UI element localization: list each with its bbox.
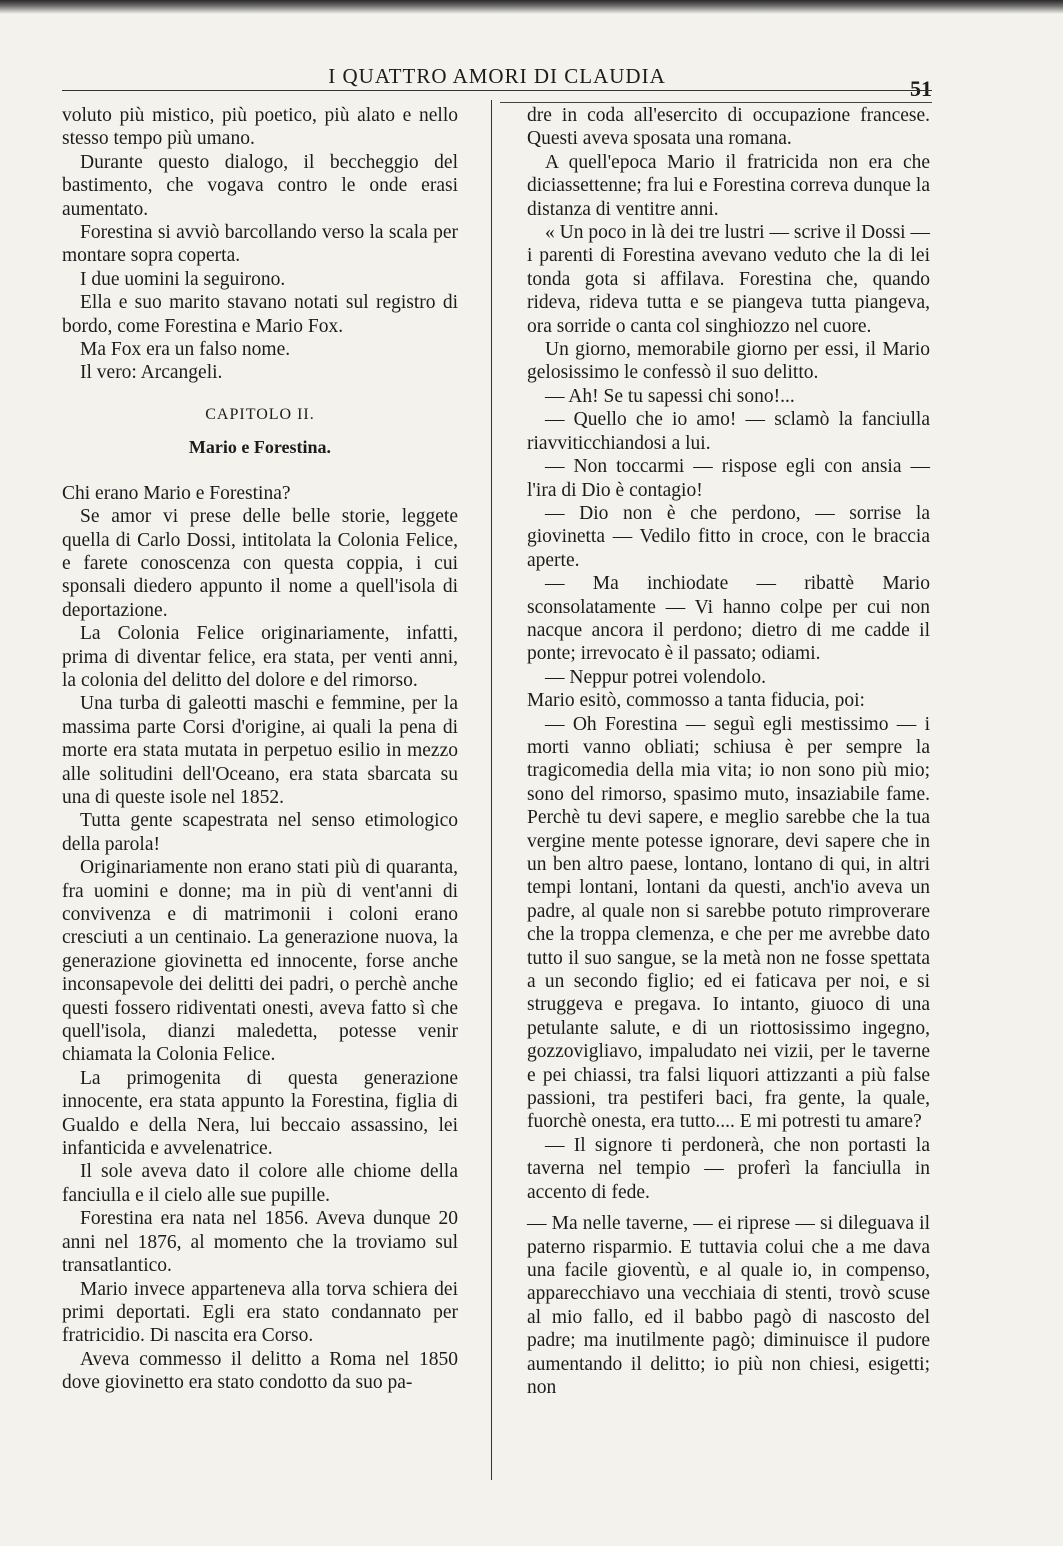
- header-rule-secondary: [500, 102, 932, 103]
- paragraph: — Dio non è che perdono, — sorrise la giovinetta — Vedilo fitto in croce, con le braccia aperte.: [527, 502, 930, 571]
- paragraph: Un giorno, memorabile giorno per essi, il Mario gelosissimo le confessò il suo delitto.: [527, 339, 930, 384]
- paragraph: Il vero: Arcangeli.: [80, 362, 223, 384]
- column-divider: [491, 100, 492, 1480]
- paragraph: — Ma nelle taverne, — ei riprese — si dileguava il paterno risparmio. E tuttavia colui che a me dava una facile gioventù, e al quale io, in compenso, apparecchiavo una vecchiaia di stenti, trovò scuse al mio fallo, ed il babbo pagò di nascosto del padre; ma inutilmente pagò; diminuisce il pudore aumentando il delitto; io più non chiesi, esigetti; non: [527, 1213, 930, 1398]
- paragraph: — Il signore ti perdonerà, che non portasti la taverna nel tempio — proferì la fanciulla in accento di fede.: [527, 1134, 930, 1203]
- paragraph: Aveva commesso il delitto a Roma nel 1850 dove giovinetto era stato condotto da suo pa-: [62, 1348, 458, 1394]
- paragraph: La primogenita di questa generazione innocente, era stata appunto la Forestina, figlia di Gualdo e della Nera, lui beccaio assassino, lei infanticida e avvelenatrice.: [62, 1067, 458, 1160]
- paragraph: Mario esitò, commosso a tanta fiducia, poi:: [527, 690, 865, 712]
- paragraph: Forestina si avviò barcollando verso la scala per montare sopra coperta.: [62, 222, 458, 267]
- left-column: [62, 104, 458, 1395]
- paragraph: Una turba di galeotti maschi e femmine, per la massima parte Corsi d'origine, ai quali la pena di morte era stata mutata in perpetuo esilio in mezzo alle solitudini dell'Oceano, era stata sbarcata su una di queste isole nel 1852.: [62, 693, 458, 808]
- book-title: I QUATTRO AMORI DI CLAUDIA: [328, 64, 666, 88]
- paragraph: voluto più mistico, più poetico, più alato e nello stesso tempo più umano.: [62, 105, 458, 150]
- paragraph: Ma Fox era un falso nome.: [80, 339, 291, 361]
- paragraph: dre in coda all'esercito di occupazione francese. Questi aveva sposata una romana.: [527, 105, 930, 150]
- paragraph: A quell'epoca Mario il fratricida non era che diciassettenne; fra lui e Forestina correva dunque la distanza di ventitre anni.: [527, 151, 930, 220]
- chapter-heading: CAPITOLO II.: [205, 405, 315, 423]
- page-number: 51: [910, 76, 932, 101]
- header-rule: [62, 90, 932, 91]
- paragraph: — Quello che io amo! — sclamò la fanciulla riavviticchiandosi a lui.: [527, 409, 930, 454]
- paragraph: Chi erano Mario e Forestina?: [62, 482, 291, 504]
- paragraph: — Neppur potrei volendolo.: [545, 666, 766, 688]
- scan-border: [0, 0, 1063, 14]
- paragraph: — Non toccarmi — rispose egli con ansia — l'ira di Dio è contagio!: [527, 456, 930, 501]
- paragraph: Tutta gente scapestrata nel senso etimologico della parola!: [62, 810, 458, 855]
- paragraph: La Colonia Felice originariamente, infatti, prima di diventar felice, era stata, per venti anni, la colonia del delitto del dolore e del rimorso.: [62, 623, 458, 691]
- paragraph: Ella e suo marito stavano notati sul registro di bordo, come Forestina e Mario Fox.: [62, 292, 458, 337]
- paragraph: — Ma inchiodate — ribattè Mario sconsolatamente — Vi hanno colpe per cui non nacque ancora il perdono; dietro di me cadde il ponte; irrevocato è il passato; odiami.: [527, 573, 930, 665]
- paragraph: Durante questo dialogo, il beccheggio del bastimento, che vogava contro le onde erasi aumentato.: [62, 151, 458, 220]
- paragraph: Forestina era nata nel 1856. Aveva dunque 20 anni nel 1876, al momento che la troviamo sul transatlantico.: [62, 1208, 458, 1277]
- paragraph: Mario invece apparteneva alla torva schiera dei primi deportati. Egli era stato condannato per fratricidio. Di nascita era Corso.: [62, 1278, 458, 1347]
- paragraph: Il sole aveva dato il colore alle chiome della fanciulla e il cielo alle sue pupille.: [62, 1161, 458, 1206]
- right-column: [527, 104, 930, 1399]
- paragraph: « Un poco in là dei tre lustri — scrive il Dossi — i parenti di Forestina avevano veduto che la di lei tonda gota si affilava. Forestina che, quando rideva, rideva tutta e se piangeva tutta piangeva, ora sorride o canta col singhiozzo nel cuore.: [527, 222, 930, 337]
- paragraph: Originariamente non erano stati più di quaranta, fra uomini e donne; ma in più di vent'anni di convivenza e di matrimonii i coloni erano cresciuti a un centinaio. La generazione nuova, la generazione giovinetta ed innocente, forse anche inconsapevole dei delitti dei padri, o perchè anche questi fossero ridiventati onesti, aveva fatto sì che quell'isola, dianzi maledetta, potesse venir chiamata la Colonia Felice.: [62, 857, 458, 1066]
- paragraph: Se amor vi prese delle belle storie, leggete quella di Carlo Dossi, intitolata la Colonia Felice, e farete conoscenza con questa coppia, i cui sponsali diedero appunto il nome a quell'isola di deportazione.: [62, 506, 458, 621]
- spacer: [527, 1204, 930, 1212]
- chapter-title: Mario e Forestina.: [188, 437, 332, 458]
- paragraph: I due uomini la seguirono.: [80, 268, 286, 290]
- paragraph: — Oh Forestina — seguì egli mestissimo — i morti vanno obliati; schiusa è per sempre la tragicomedia della mia vita; io non sono più mio; sono del rimorso, spasimo muto, insaziabile fame. Perchè tu devi sapere, e meglio sarebbe che la tua vergine mente potesse ignorare, devi sapere che in un ben altro paese, lontano, lontano di qui, in altri tempi lontani, lontani da questi, anch'io aveva un padre, al quale non si sarebbe potuto rimproverare che la troppa clemenza, e che per me avrebbe dato tutto il suo sangue, se la metà non ne fosse spettata a un secondo figlio; ed ei faticava per noi, e si struggeva e pregava. Io intanto, giuoco di una petulante salute, e di un riottosissimo ingegno, gozzovigliavo, impaludato nei vizii, per le taverne e pei chiassi, tra falsi liquori attizzanti a più false passioni, tra pestiferi baci, fra gente, la quale, fuorchè onesta, era tutto.... E mi potresti tu amare?: [527, 713, 930, 1133]
- paragraph: — Ah! Se tu sapessi chi sono!...: [545, 385, 795, 407]
